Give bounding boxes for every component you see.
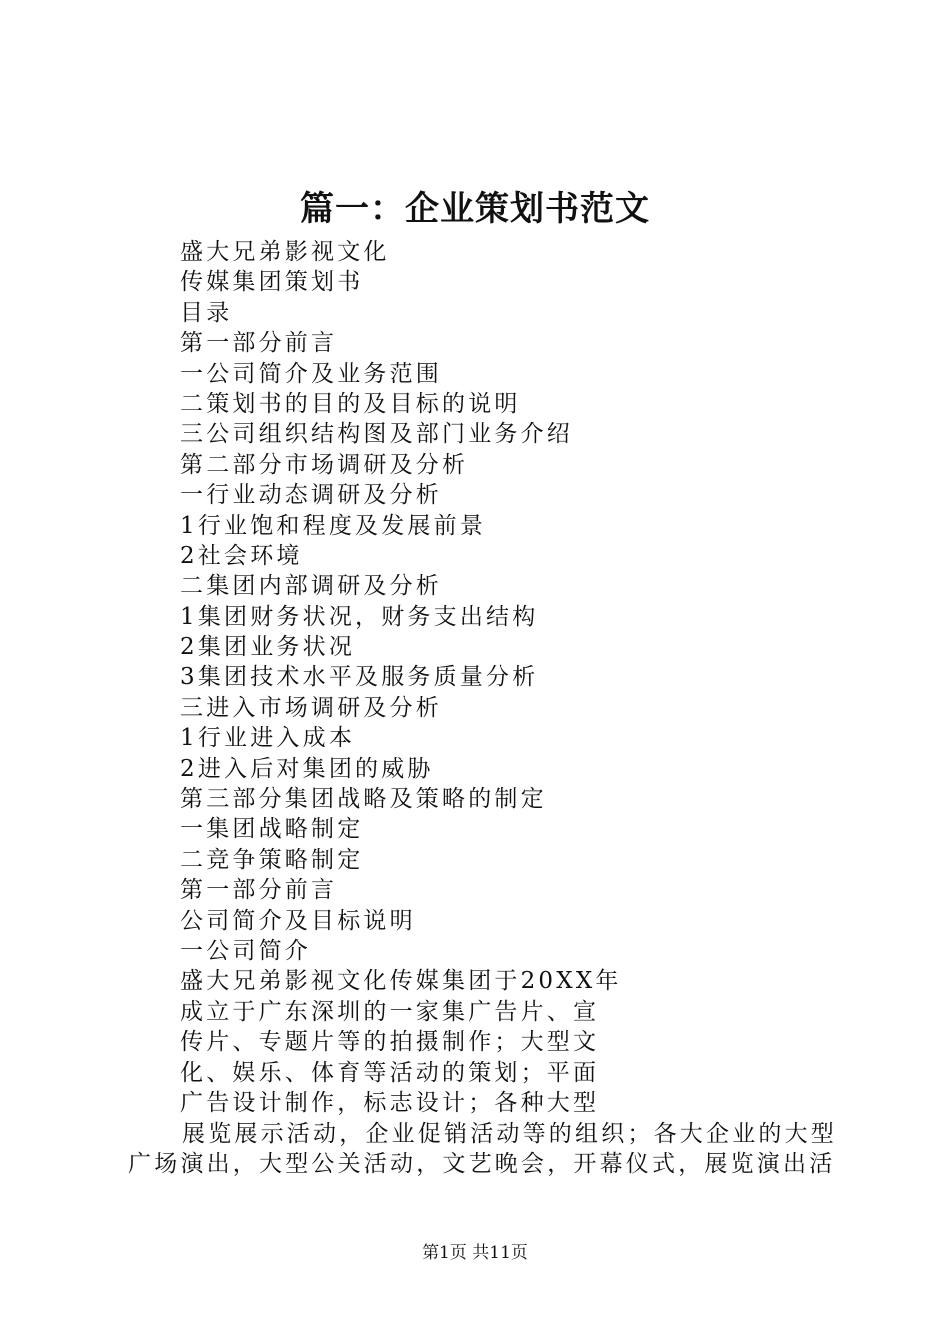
paragraph-line-1: 展览展示活动，企业促销活动等的组织；各大企业的大型 [182, 1120, 837, 1147]
content-line: 传片、专题片等的拍摄制作；大型文 [180, 1029, 600, 1056]
content-line: 3集团技术水平及服务质量分析 [180, 664, 539, 691]
content-line: 化、娱乐、体育等活动的策划；平面 [180, 1059, 600, 1086]
content-line: 1行业饱和程度及发展前景 [180, 512, 487, 539]
content-line: 三进入市场调研及分析 [180, 694, 442, 721]
page-footer: 第1页 共11页 [422, 1243, 528, 1263]
content-line: 成立于广东深圳的一家集广告片、宣 [180, 998, 600, 1025]
content-line: 一公司简介 [180, 937, 311, 964]
content-line: 盛大兄弟影视文化传媒集团于20XX年 [180, 968, 622, 995]
content-line: 1行业进入成本 [180, 725, 356, 752]
content-line: 2集团业务状况 [180, 634, 356, 661]
content-line: 盛大兄弟影视文化 [180, 239, 390, 265]
content-line: 一公司简介及业务范围 [180, 360, 442, 387]
content-lines [180, 237, 860, 1118]
content-line: 第三部分集团战略及策略的制定 [180, 786, 547, 813]
paragraph-line-2: 广场演出，大型公关活动，文艺晚会，开幕仪式，展览演出活 [128, 1150, 836, 1177]
content-line: 二竞争策略制定 [180, 846, 364, 873]
content-line: 2社会环境 [180, 542, 303, 569]
content-line: 二策划书的目的及目标的说明 [180, 390, 521, 417]
content-line: 广告设计制作，标志设计；各种大型 [180, 1089, 600, 1116]
body-paragraph [128, 1119, 838, 1180]
content-line: 三公司组织结构图及部门业务介绍 [180, 421, 573, 448]
content-line: 公司简介及目标说明 [180, 907, 416, 934]
content-line: 第二部分市场调研及分析 [180, 451, 469, 478]
content-line: 第一部分前言 [180, 877, 338, 904]
content-line: 二集团内部调研及分析 [180, 573, 442, 600]
document-title: 篇一：企业策划书范文 [300, 189, 650, 229]
content-line: 一行业动态调研及分析 [180, 482, 442, 509]
content-line: 1集团财务状况，财务支出结构 [180, 603, 539, 630]
content-line: 一集团战略制定 [180, 816, 364, 843]
content-line: 传媒集团策划书 [180, 269, 364, 296]
content-line: 2进入后对集团的威胁 [180, 755, 434, 782]
content-line: 目录 [180, 299, 233, 326]
content-line: 第一部分前言 [180, 330, 338, 357]
